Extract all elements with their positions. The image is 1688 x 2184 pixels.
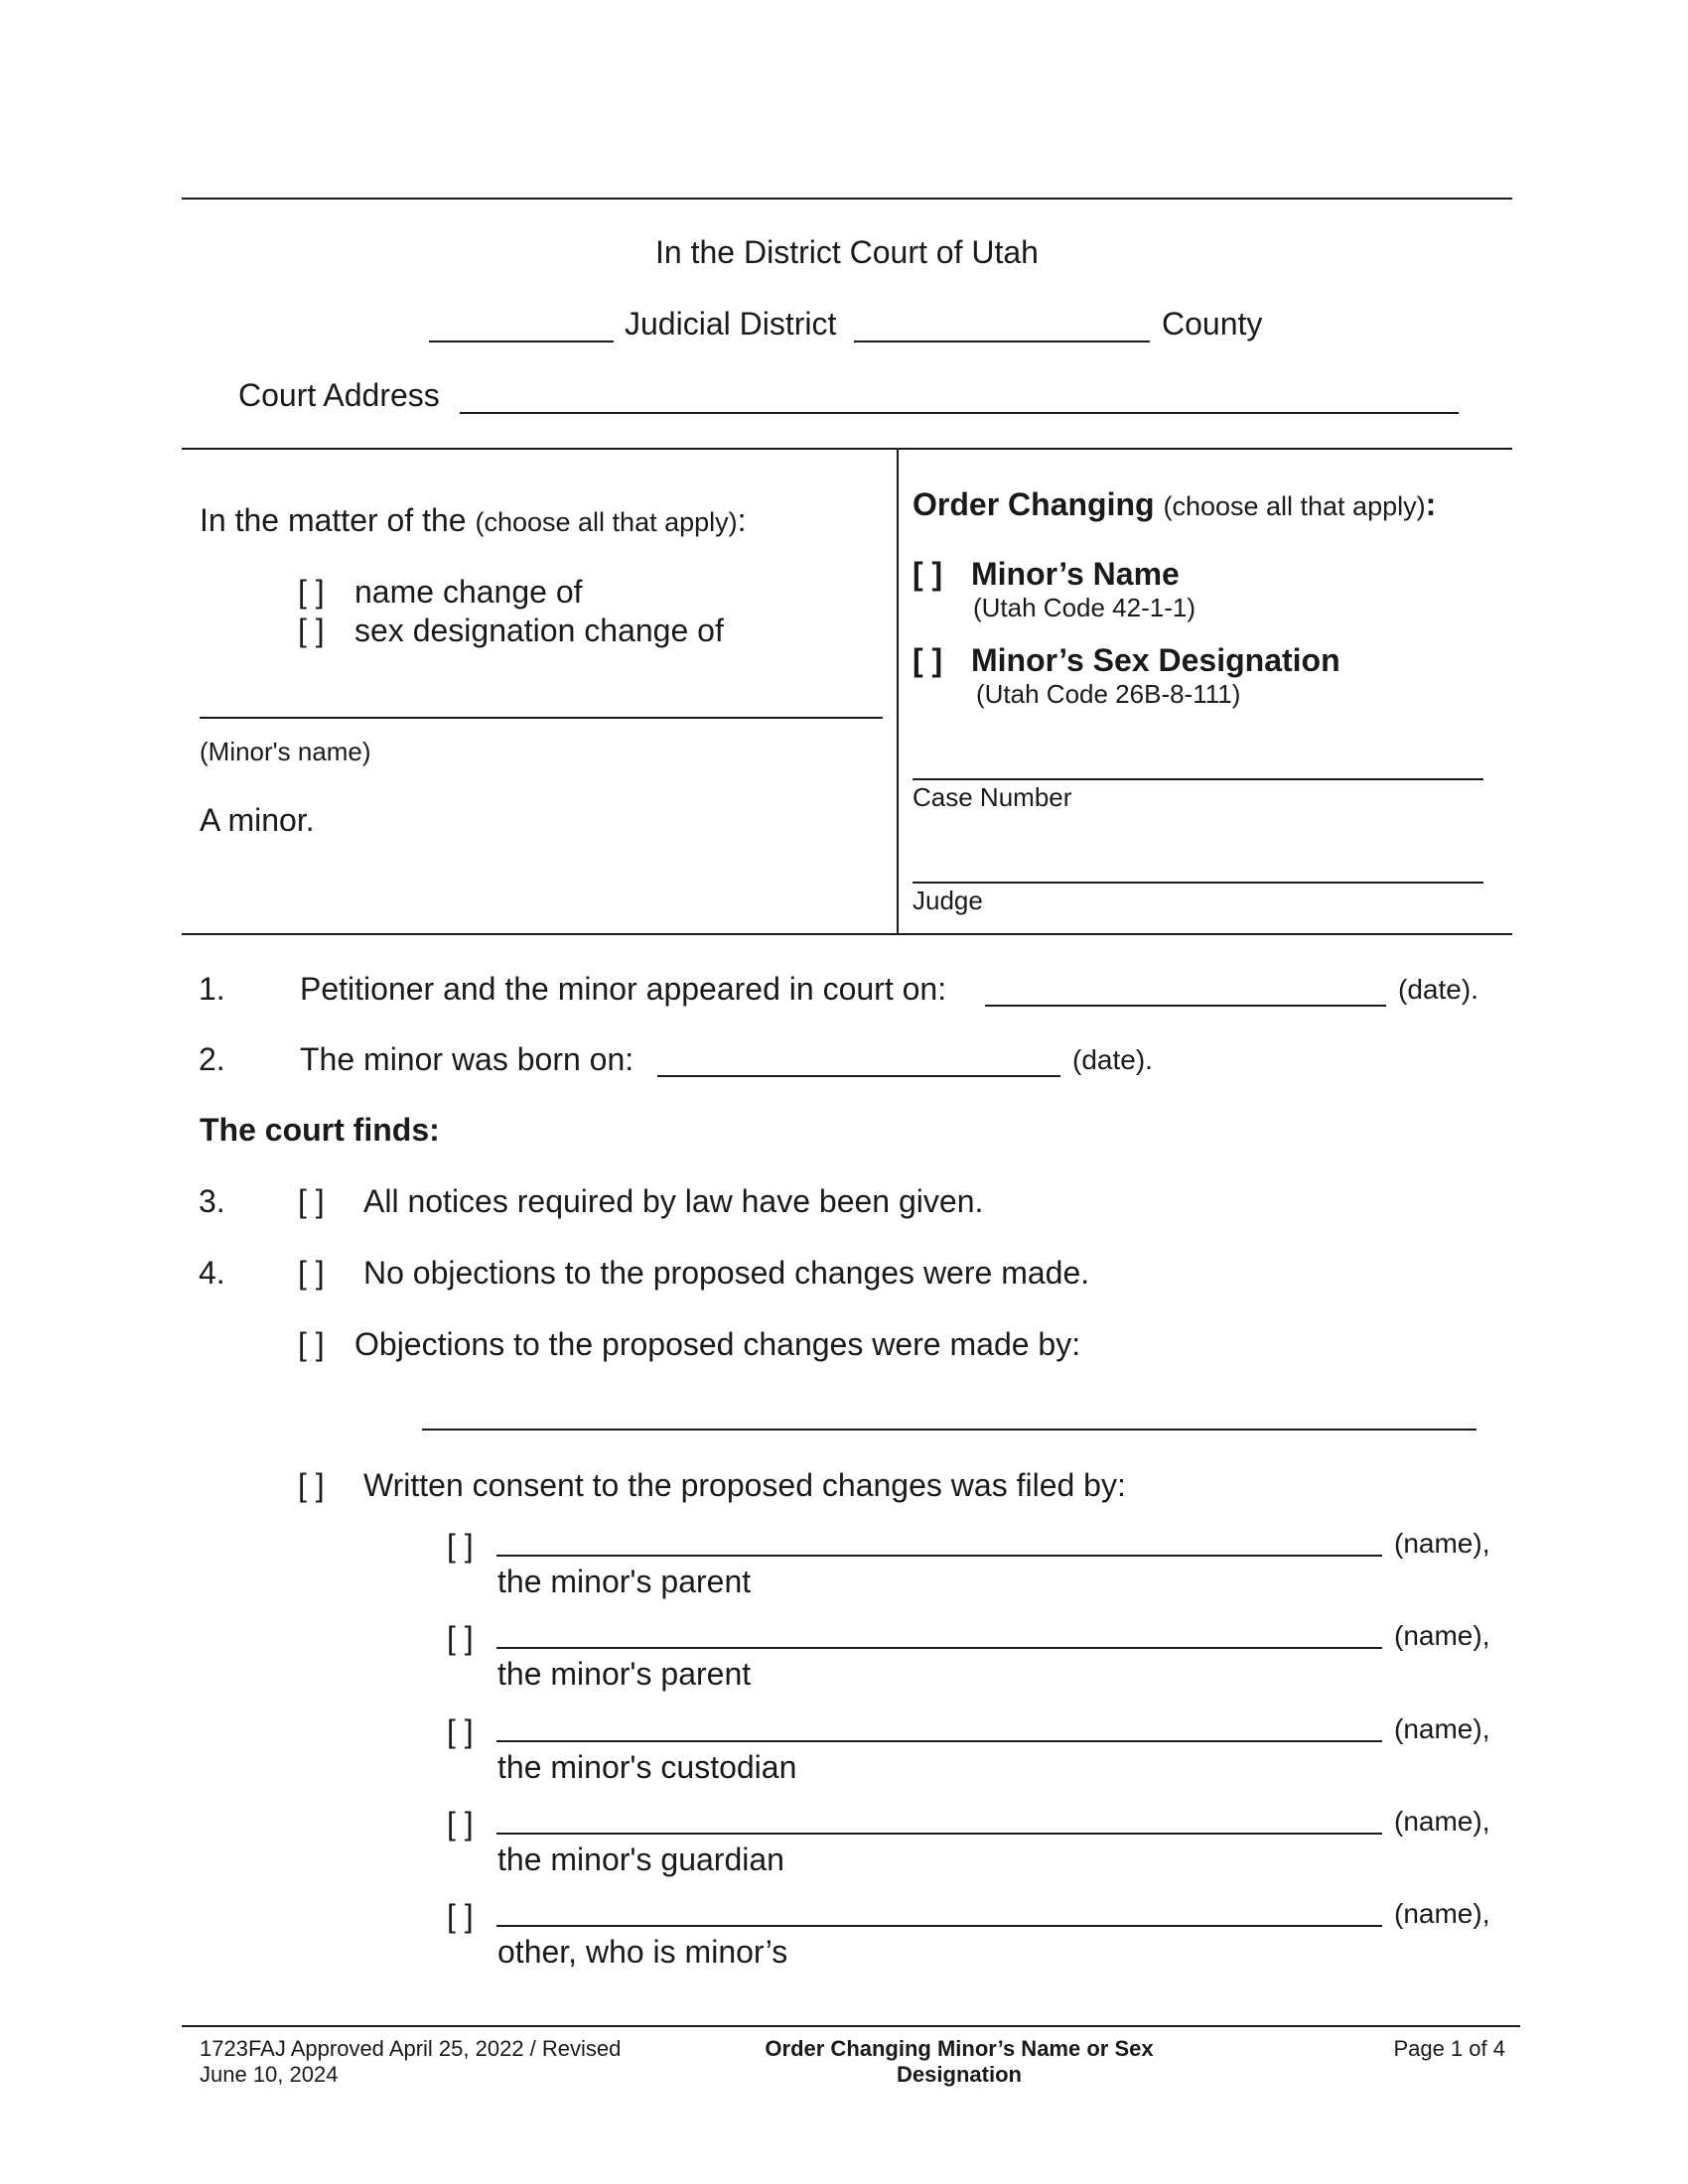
consenter-role: the minor's parent xyxy=(497,1656,752,1692)
county-label: County xyxy=(1162,306,1263,341)
court-finds-heading: The court finds: xyxy=(200,1112,440,1148)
footer-title-line2: Designation xyxy=(897,2062,1022,2087)
sex-change-label: sex designation change of xyxy=(354,613,724,648)
county-field[interactable] xyxy=(854,341,1150,342)
consenter-role: other, who is minor’s xyxy=(497,1934,788,1970)
consenter-name-field[interactable] xyxy=(496,1925,1382,1927)
item3-text: All notices required by law have been given. xyxy=(363,1183,984,1219)
objections-field[interactable] xyxy=(422,1429,1477,1431)
minors-name-checkbox[interactable]: [ ] xyxy=(913,556,943,592)
consenter-name-field[interactable] xyxy=(496,1740,1382,1742)
consenter-name-label: (name), xyxy=(1394,1620,1490,1651)
consenter-name-label: (name), xyxy=(1394,1806,1490,1837)
consent-text: Written consent to the proposed changes was filed by: xyxy=(363,1467,1126,1503)
consenter-name-label: (name), xyxy=(1394,1713,1490,1744)
item2-text: The minor was born on: xyxy=(300,1041,634,1077)
consenter-checkbox[interactable]: [ ] xyxy=(447,1898,474,1934)
footer-form-id-line1: 1723FAJ Approved April 25, 2022 / Revised xyxy=(200,2036,622,2061)
birth-date-field[interactable] xyxy=(657,1075,1060,1077)
order-choose-note: (choose all that apply) xyxy=(1163,491,1426,521)
caption-top-rule xyxy=(182,448,1512,450)
top-rule xyxy=(182,198,1512,200)
consenter-name-label: (name), xyxy=(1394,1898,1490,1929)
consent-checkbox[interactable]: [ ] xyxy=(298,1467,325,1503)
order-colon: : xyxy=(1425,486,1437,522)
item1-date-label: (date). xyxy=(1398,974,1478,1005)
matter-of-text: In the matter of the xyxy=(200,502,467,538)
footer-title-line1: Order Changing Minor’s Name or Sex xyxy=(765,2036,1154,2061)
item2-number: 2. xyxy=(199,1041,225,1077)
judge-label: Judge xyxy=(913,886,983,915)
consenter-role: the minor's custodian xyxy=(497,1749,797,1785)
name-change-label: name change of xyxy=(354,574,583,610)
caption-bottom-rule xyxy=(182,933,1512,935)
judge-field[interactable] xyxy=(913,882,1483,884)
item3-checkbox[interactable]: [ ] xyxy=(298,1183,325,1219)
order-changing-title: Order Changing xyxy=(913,486,1155,522)
consenter-checkbox[interactable]: [ ] xyxy=(447,1528,474,1564)
court-address-field[interactable] xyxy=(460,412,1459,414)
objections-text: Objections to the proposed changes were made by: xyxy=(354,1326,1081,1362)
item4-checkbox[interactable]: [ ] xyxy=(298,1255,325,1291)
matter-colon: : xyxy=(737,502,747,538)
consenter-name-field[interactable] xyxy=(496,1555,1382,1557)
item1-number: 1. xyxy=(199,971,225,1007)
item4-number: 4. xyxy=(199,1255,225,1291)
minors-name-code: (Utah Code 42-1-1) xyxy=(973,593,1196,622)
item4-text: No objections to the proposed changes were made. xyxy=(363,1255,1090,1291)
minors-sex-checkbox[interactable]: [ ] xyxy=(913,642,943,678)
item2-date-label: (date). xyxy=(1072,1044,1153,1075)
footer-form-id-line2: June 10, 2024 xyxy=(200,2062,339,2087)
judicial-district-field[interactable] xyxy=(429,341,614,342)
sex-change-checkbox[interactable]: [ ] xyxy=(298,613,325,648)
minors-sex-option: Minor’s Sex Designation xyxy=(971,642,1340,678)
consenter-checkbox[interactable]: [ ] xyxy=(447,1713,474,1749)
court-address-label: Court Address xyxy=(238,377,440,413)
minors-sex-code: (Utah Code 26B-8-111) xyxy=(976,679,1241,709)
consenter-name-field[interactable] xyxy=(496,1833,1382,1835)
matter-of-line xyxy=(200,502,747,540)
consenter-checkbox[interactable]: [ ] xyxy=(447,1620,474,1656)
minors-name-label: (Minor's name) xyxy=(200,737,371,766)
case-number-field[interactable] xyxy=(913,778,1483,780)
court-title: In the District Court of Utah xyxy=(655,234,1039,270)
minors-name-option: Minor’s Name xyxy=(971,556,1180,592)
appearance-date-field[interactable] xyxy=(985,1005,1386,1007)
consenter-checkbox[interactable]: [ ] xyxy=(447,1806,474,1842)
name-change-checkbox[interactable]: [ ] xyxy=(298,574,325,610)
caption-divider xyxy=(897,448,899,934)
order-changing-line xyxy=(913,486,1436,524)
a-minor-text: A minor. xyxy=(200,802,315,838)
consenter-role: the minor's parent xyxy=(497,1564,752,1599)
footer-rule xyxy=(182,2025,1520,2027)
consenter-name-field[interactable] xyxy=(496,1647,1382,1649)
consenter-role: the minor's guardian xyxy=(497,1842,784,1877)
item1-text: Petitioner and the minor appeared in court on: xyxy=(300,971,947,1007)
consenter-name-label: (name), xyxy=(1394,1528,1490,1559)
item3-number: 3. xyxy=(199,1183,225,1219)
minors-name-field[interactable] xyxy=(200,717,883,719)
judicial-district-label: Judicial District xyxy=(625,306,837,341)
objections-checkbox[interactable]: [ ] xyxy=(298,1326,325,1362)
matter-choose-note: (choose all that apply) xyxy=(475,507,738,537)
case-number-label: Case Number xyxy=(913,782,1072,812)
footer-page-number: Page 1 of 4 xyxy=(1393,2036,1505,2061)
